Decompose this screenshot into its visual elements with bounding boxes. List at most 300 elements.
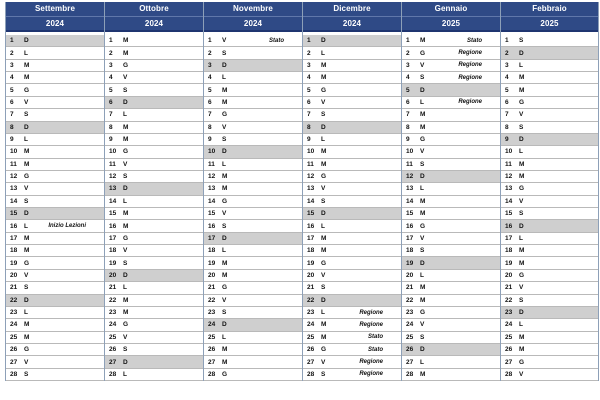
day-number: 5 — [10, 86, 14, 94]
day-number: 24 — [10, 321, 18, 329]
weekday-letter: M — [222, 98, 228, 106]
weekday-letter: M — [24, 148, 30, 156]
day-number: 20 — [307, 272, 315, 279]
weekday-letter: V — [420, 234, 425, 242]
day-row — [402, 356, 500, 368]
day-row-sunday — [501, 307, 598, 319]
day-number: 27 — [10, 358, 18, 366]
day-row — [303, 332, 401, 344]
day-row-sunday — [6, 122, 104, 134]
day-row — [6, 270, 104, 282]
day-number: 11 — [109, 160, 116, 168]
weekday-letter: S — [420, 247, 425, 255]
day-number: 26 — [109, 346, 117, 354]
holiday-note: Regione — [359, 371, 383, 378]
month-header — [402, 2, 500, 32]
weekday-letter: V — [519, 197, 524, 205]
day-row — [501, 159, 598, 171]
day-number: 19 — [208, 259, 216, 267]
weekday-letter: V — [321, 272, 326, 279]
day-number: 18 — [109, 247, 117, 255]
weekday-letter: G — [24, 346, 30, 354]
day-row — [402, 319, 500, 331]
day-number: 25 — [10, 333, 18, 341]
day-row — [501, 282, 598, 294]
day-number: 16 — [505, 222, 513, 230]
day-row — [204, 332, 302, 344]
day-number: 9 — [505, 136, 509, 144]
day-row — [6, 282, 104, 294]
day-number: 22 — [406, 296, 414, 304]
day-number: 10 — [505, 148, 513, 156]
day-row — [105, 295, 203, 307]
weekday-letter: G — [321, 346, 327, 354]
day-row — [204, 270, 302, 282]
day-number: 26 — [406, 346, 414, 354]
day-row-sunday — [204, 233, 302, 245]
month-header — [105, 2, 203, 32]
weekday-letter: M — [321, 247, 327, 255]
weekday-letter: V — [519, 111, 524, 119]
day-row-sunday — [501, 134, 598, 146]
weekday-letter: G — [24, 86, 30, 94]
day-row — [105, 84, 203, 96]
day-number: 9 — [307, 136, 311, 144]
weekday-letter: S — [123, 173, 128, 181]
weekday-letter: G — [321, 173, 327, 181]
day-number: 4 — [505, 74, 509, 82]
weekday-letter: M — [222, 86, 228, 94]
weekday-letter: D — [414, 260, 428, 267]
day-number: 9 — [10, 136, 14, 144]
weekday-letter: D — [216, 321, 230, 328]
day-number: 3 — [307, 61, 311, 69]
day-row-sunday — [402, 171, 500, 183]
day-number: 13 — [10, 185, 18, 193]
weekday-letter: S — [519, 210, 524, 218]
day-row — [402, 220, 500, 232]
day-number: 7 — [505, 111, 509, 119]
day-row — [105, 72, 203, 84]
weekday-letter: G — [519, 272, 525, 279]
weekday-letter: V — [519, 284, 524, 292]
weekday-letter: S — [321, 111, 326, 119]
day-number: 23 — [505, 309, 513, 317]
weekday-letter: L — [420, 185, 424, 193]
day-number: 22 — [307, 296, 315, 304]
day-row — [303, 134, 401, 146]
day-number: 24 — [406, 321, 414, 329]
day-row — [6, 159, 104, 171]
day-number: 11 — [406, 160, 413, 168]
day-row — [501, 183, 598, 195]
day-row — [303, 47, 401, 59]
weekday-letter: L — [123, 111, 127, 119]
weekday-letter: S — [24, 111, 29, 119]
weekday-letter: M — [222, 346, 228, 354]
day-row — [303, 72, 401, 84]
month-name: Dicembre — [303, 2, 401, 17]
weekday-letter: M — [123, 37, 129, 45]
day-number: 15 — [109, 210, 117, 218]
day-number: 17 — [505, 234, 513, 242]
day-number: 14 — [10, 197, 18, 205]
day-number: 3 — [406, 61, 410, 69]
holiday-note: Regione — [458, 50, 482, 57]
weekday-letter: D — [18, 210, 32, 217]
day-number: 24 — [109, 321, 117, 329]
weekday-letter: V — [123, 333, 128, 341]
weekday-letter: L — [24, 136, 28, 144]
day-number: 17 — [10, 234, 18, 242]
day-number: 3 — [109, 61, 113, 69]
weekday-letter: D — [18, 297, 32, 304]
day-number: 27 — [208, 358, 216, 366]
day-number: 11 — [505, 160, 512, 168]
weekday-letter: D — [18, 124, 32, 131]
day-row — [501, 97, 598, 109]
day-number: 21 — [109, 284, 117, 292]
weekday-letter: L — [519, 234, 523, 242]
day-row-sunday — [303, 35, 401, 47]
weekday-letter: M — [420, 284, 426, 292]
weekday-letter: D — [315, 297, 329, 304]
day-row — [105, 282, 203, 294]
weekday-letter: V — [222, 123, 227, 131]
month-name: Ottobre — [105, 2, 203, 17]
day-row — [105, 344, 203, 356]
weekday-letter: S — [420, 333, 425, 341]
day-row — [402, 159, 500, 171]
weekday-letter: V — [222, 37, 227, 45]
day-row — [501, 146, 598, 158]
weekday-letter: L — [24, 309, 28, 317]
day-number: 13 — [505, 185, 513, 193]
month-name: Febbraio — [501, 2, 598, 17]
day-number: 1 — [208, 37, 212, 45]
day-row — [6, 134, 104, 146]
weekday-letter: S — [123, 259, 128, 267]
weekday-letter: M — [123, 136, 129, 144]
month-name: Settembre — [6, 2, 104, 17]
day-number: 3 — [10, 61, 14, 69]
day-number: 14 — [208, 197, 216, 205]
day-row — [402, 35, 500, 47]
day-number: 12 — [10, 173, 18, 181]
day-number: 4 — [208, 74, 212, 82]
weekday-letter: M — [123, 309, 129, 317]
weekday-letter: V — [24, 98, 29, 106]
day-number: 2 — [505, 49, 509, 57]
holiday-note: Inizio Lezioni — [48, 223, 86, 230]
day-row — [303, 307, 401, 319]
day-row — [204, 356, 302, 368]
day-row-sunday — [402, 344, 500, 356]
weekday-letter: M — [24, 61, 30, 69]
day-number: 28 — [406, 370, 414, 378]
day-row — [402, 307, 500, 319]
day-row — [105, 245, 203, 257]
day-row — [6, 319, 104, 331]
weekday-letter: D — [513, 136, 527, 143]
day-row — [303, 196, 401, 208]
day-row-sunday — [6, 295, 104, 307]
day-row — [6, 60, 104, 72]
weekday-letter: V — [24, 185, 29, 193]
weekday-letter: L — [24, 49, 28, 57]
day-row — [402, 109, 500, 121]
weekday-letter: D — [216, 235, 230, 242]
day-number: 20 — [406, 272, 414, 279]
weekday-letter: S — [123, 346, 128, 354]
day-row — [501, 356, 598, 368]
weekday-letter: S — [321, 370, 326, 378]
day-number: 21 — [505, 284, 513, 292]
weekday-letter: V — [222, 296, 227, 304]
day-row-sunday — [303, 208, 401, 220]
day-row-sunday — [501, 47, 598, 59]
weekday-letter: D — [315, 124, 329, 131]
day-row — [105, 159, 203, 171]
weekday-letter: D — [513, 309, 527, 316]
weekday-letter: D — [216, 148, 230, 155]
weekday-letter: S — [222, 136, 227, 144]
weekday-letter: V — [123, 160, 128, 168]
weekday-letter: M — [222, 272, 228, 279]
day-row — [105, 208, 203, 220]
day-row — [6, 196, 104, 208]
weekday-letter: M — [420, 37, 426, 45]
day-number: 18 — [10, 247, 18, 255]
day-row — [6, 109, 104, 121]
weekday-letter: D — [216, 62, 230, 69]
day-row — [303, 369, 401, 381]
day-row — [204, 122, 302, 134]
day-number: 23 — [10, 309, 18, 317]
weekday-letter: M — [420, 197, 426, 205]
day-number: 7 — [109, 111, 113, 119]
day-row-sunday — [6, 35, 104, 47]
day-row — [402, 122, 500, 134]
day-row — [501, 245, 598, 257]
weekday-letter: M — [222, 173, 228, 181]
weekday-letter: D — [414, 173, 428, 180]
weekday-letter: V — [24, 358, 29, 366]
day-row — [402, 146, 500, 158]
day-row-sunday — [402, 84, 500, 96]
day-row — [501, 35, 598, 47]
day-row — [6, 307, 104, 319]
day-number: 5 — [505, 86, 509, 94]
weekday-letter: M — [222, 358, 228, 366]
weekday-letter: V — [123, 74, 128, 82]
month-year: 2024 — [342, 19, 362, 28]
day-row — [402, 208, 500, 220]
day-number: 4 — [307, 74, 311, 82]
day-row — [303, 245, 401, 257]
day-row — [204, 344, 302, 356]
weekday-letter: V — [321, 98, 326, 106]
day-row — [204, 295, 302, 307]
weekday-letter: L — [420, 272, 424, 279]
day-row — [501, 84, 598, 96]
weekday-letter: S — [24, 197, 29, 205]
day-row — [402, 183, 500, 195]
day-row — [204, 257, 302, 269]
day-number: 16 — [109, 222, 117, 230]
day-row — [204, 159, 302, 171]
day-number: 20 — [10, 272, 18, 279]
day-row — [303, 84, 401, 96]
day-number: 1 — [406, 37, 410, 45]
day-row — [303, 220, 401, 232]
weekday-letter: S — [519, 123, 524, 131]
day-number: 20 — [505, 272, 513, 279]
day-number: 7 — [307, 111, 311, 119]
weekday-letter: V — [420, 61, 425, 69]
weekday-letter: L — [321, 309, 325, 317]
weekday-letter: S — [222, 49, 227, 57]
day-row — [501, 344, 598, 356]
day-row — [204, 282, 302, 294]
weekday-letter: L — [222, 160, 226, 168]
month-name: Gennaio — [402, 2, 500, 17]
day-number: 2 — [406, 49, 410, 57]
day-row — [204, 220, 302, 232]
day-row — [6, 97, 104, 109]
day-number: 27 — [307, 358, 315, 366]
day-number: 19 — [109, 259, 117, 267]
month-year: 2024 — [243, 19, 263, 28]
day-number: 25 — [208, 333, 216, 341]
weekday-letter: D — [414, 346, 428, 353]
day-number: 21 — [406, 284, 414, 292]
day-row — [303, 356, 401, 368]
day-number: 7 — [406, 111, 410, 119]
weekday-letter: M — [24, 247, 30, 255]
day-row — [501, 72, 598, 84]
day-row — [402, 134, 500, 146]
month-name: Novembre — [204, 2, 302, 17]
weekday-letter: M — [519, 86, 525, 94]
weekday-letter: G — [519, 358, 525, 366]
day-row — [501, 369, 598, 381]
weekday-letter: D — [117, 359, 131, 366]
weekday-letter: G — [519, 98, 525, 106]
day-row — [204, 369, 302, 381]
day-row — [6, 233, 104, 245]
day-row — [402, 47, 500, 59]
day-number: 10 — [208, 148, 216, 156]
day-number: 23 — [208, 309, 216, 317]
day-row — [6, 84, 104, 96]
weekday-letter: G — [222, 284, 228, 292]
weekday-letter: G — [123, 321, 129, 329]
day-number: 14 — [406, 197, 414, 205]
day-number: 22 — [109, 296, 117, 304]
weekday-letter: M — [420, 111, 426, 119]
weekday-letter: M — [519, 333, 525, 341]
weekday-letter: G — [222, 111, 228, 119]
day-row — [402, 60, 500, 72]
day-row-sunday — [204, 60, 302, 72]
day-number: 25 — [406, 333, 414, 341]
day-row — [6, 220, 104, 232]
day-row — [501, 295, 598, 307]
weekday-letter: S — [420, 160, 425, 168]
day-number: 22 — [505, 296, 513, 304]
weekday-letter: M — [420, 210, 426, 218]
day-number: 17 — [406, 234, 414, 242]
day-number: 16 — [307, 222, 315, 230]
day-row — [105, 60, 203, 72]
day-row — [204, 245, 302, 257]
day-number: 11 — [10, 160, 17, 168]
holiday-note: Regione — [458, 74, 482, 81]
school-calendar — [5, 2, 599, 381]
month-column-novembre — [203, 2, 302, 381]
day-number: 25 — [109, 333, 117, 341]
weekday-letter: L — [123, 370, 127, 378]
holiday-note: Regione — [458, 62, 482, 69]
weekday-letter: S — [420, 74, 425, 82]
weekday-letter: V — [420, 148, 425, 156]
weekday-letter: V — [222, 210, 227, 218]
day-number: 8 — [406, 123, 410, 131]
weekday-letter: M — [420, 296, 426, 304]
day-row — [501, 171, 598, 183]
weekday-letter: G — [519, 185, 525, 193]
month-column-gennaio — [401, 2, 500, 381]
weekday-letter: S — [519, 296, 524, 304]
weekday-letter: M — [123, 296, 129, 304]
day-number: 28 — [109, 370, 117, 378]
weekday-letter: G — [24, 259, 30, 267]
day-row — [303, 146, 401, 158]
day-number: 4 — [10, 74, 14, 82]
day-row — [6, 47, 104, 59]
day-number: 14 — [505, 197, 513, 205]
day-number: 14 — [109, 197, 117, 205]
weekday-letter: G — [123, 148, 129, 156]
holiday-note: Stato — [368, 346, 383, 353]
day-row — [303, 171, 401, 183]
day-row — [501, 60, 598, 72]
day-number: 28 — [505, 370, 513, 378]
weekday-letter: L — [222, 74, 226, 82]
day-row — [402, 282, 500, 294]
day-row — [105, 233, 203, 245]
day-row — [105, 307, 203, 319]
day-number: 1 — [10, 37, 14, 45]
day-number: 2 — [109, 49, 113, 57]
day-number: 12 — [208, 173, 216, 181]
weekday-letter: L — [321, 49, 325, 57]
day-number: 9 — [109, 136, 113, 144]
day-number: 16 — [10, 222, 18, 230]
weekday-letter: M — [321, 234, 327, 242]
day-row — [204, 84, 302, 96]
day-row — [303, 257, 401, 269]
day-number: 21 — [307, 284, 315, 292]
day-row — [204, 134, 302, 146]
weekday-letter: D — [315, 210, 329, 217]
weekday-letter: L — [321, 136, 325, 144]
month-column-settembre — [5, 2, 104, 381]
weekday-letter: L — [24, 222, 28, 230]
weekday-letter: M — [222, 259, 228, 267]
day-number: 10 — [109, 148, 117, 156]
